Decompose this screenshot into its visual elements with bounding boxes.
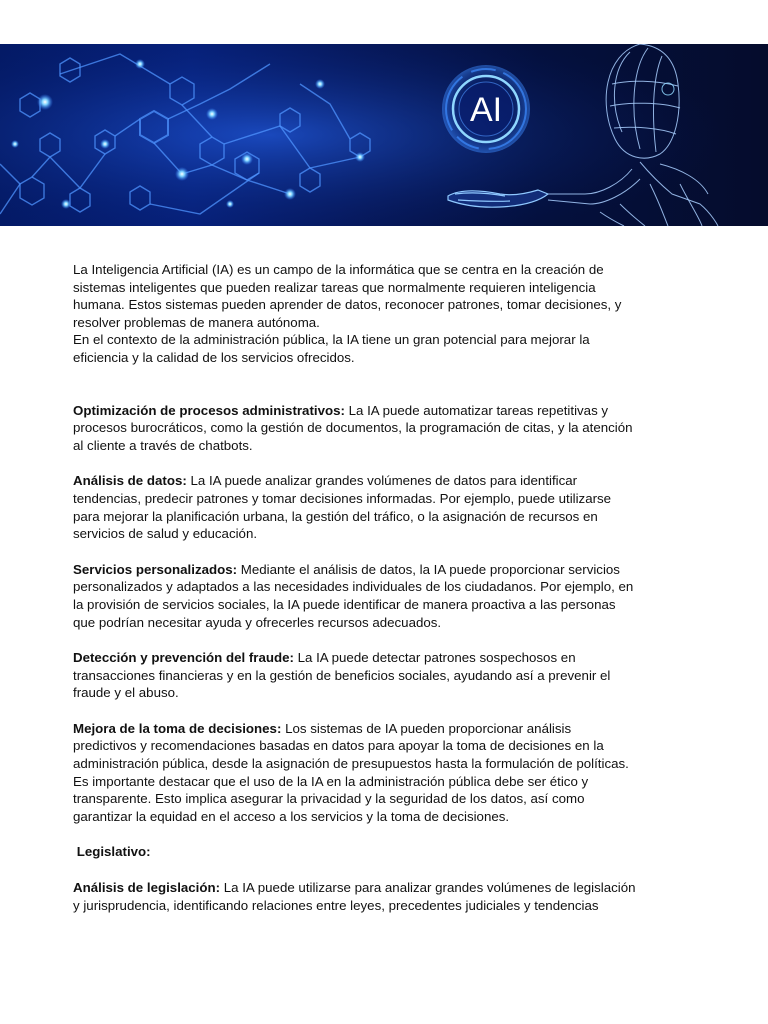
ai-logo-text: AI — [469, 91, 503, 129]
ai-network-illustration — [0, 44, 768, 226]
section-heading: Detección y prevención del fraude: — [73, 650, 294, 666]
ai-logo-icon — [442, 65, 530, 153]
section-toma-decisiones: Mejora de la toma de decisiones: Los sistemas de IA pueden proporcionar análisis predictivos y recomendaciones basadas en datos para apoyar la toma de decisiones en la administración pública, desde la asignación de presupuestos hasta la formulación de políticas. Es importante destacar que el uso de la IA en la administración pública debe ser ético y transparente. Esto implica asegurar la privacidad y la seguridad de los datos, así como garantizar la equidad en el acceso a los servicios y la toma de decisiones. — [73, 720, 629, 824]
intro-line: La Inteligencia Artificial (IA) es un campo de la informática que se centra en la creación de — [73, 262, 604, 277]
section-optimizacion: Optimización de procesos administrativos: La IA puede automatizar tareas repetitivas y procesos burocráticos, como la gestión de documentos, la programación de citas, y la atención al cliente a través de chatbots. — [73, 402, 633, 453]
intro-line: sistemas inteligentes que pueden realizar tareas que normalmente requieren inteligencia — [73, 279, 596, 295]
section-heading: Análisis de legislación: — [73, 880, 221, 896]
intro-line: resolver problemas de manera autónoma. — [73, 314, 320, 330]
intro-line: En el contexto de la administración pública, la IA tiene un gran potencial para mejorar la — [73, 332, 590, 348]
section-analisis-legislacion: Análisis de legislación: La IA puede utilizarse para analizar grandes volúmenes de legislación y jurisprudencia, identificando relaciones entre leyes, precedentes judiciales y tendencias — [73, 880, 636, 913]
legislativo-heading: Legislativo: — [73, 844, 151, 860]
section-servicios-personalizados: Servicios personalizados: Mediante el análisis de datos, la IA puede proporcionar servicios personalizados y adaptados a las necesidades individuales de los ciudadanos. Por ejemplo, en la provisión de servicios sociales, la IA puede identificar de manera proactiva a las personas que podrían necesitar ayuda y ofrecerles recursos adecuados. — [73, 561, 634, 630]
section-analisis-datos: Análisis de datos: La IA puede analizar grandes volúmenes de datos para identificar tendencias, predecir patrones y tomar decisiones informadas. Por ejemplo, puede utilizarse para mejorar la planificación urbana, la gestión del tráfico, o la asignación de recursos en servicios de salud y educación. — [73, 473, 612, 542]
section-deteccion-fraude: Detección y prevención del fraude: La IA puede detectar patrones sospechosos en transacciones financieras y en la gestión de beneficios sociales, ayudando así a prevenir el fraude y el abuso. — [73, 650, 611, 701]
intro-paragraph — [73, 261, 683, 367]
section-heading: Servicios personalizados: — [73, 561, 238, 577]
section-heading: Análisis de datos: — [73, 473, 187, 489]
hero-banner — [0, 44, 768, 226]
intro-line: humana. Estos sistemas pueden aprender de datos, reconocer patrones, tomar decisiones, y — [73, 297, 622, 313]
document-body — [73, 261, 683, 914]
section-heading: Optimización de procesos administrativos: — [73, 402, 345, 418]
intro-line: eficiencia y la calidad de los servicios ofrecidos. — [73, 349, 355, 365]
section-heading: Mejora de la toma de decisiones: — [73, 720, 282, 736]
